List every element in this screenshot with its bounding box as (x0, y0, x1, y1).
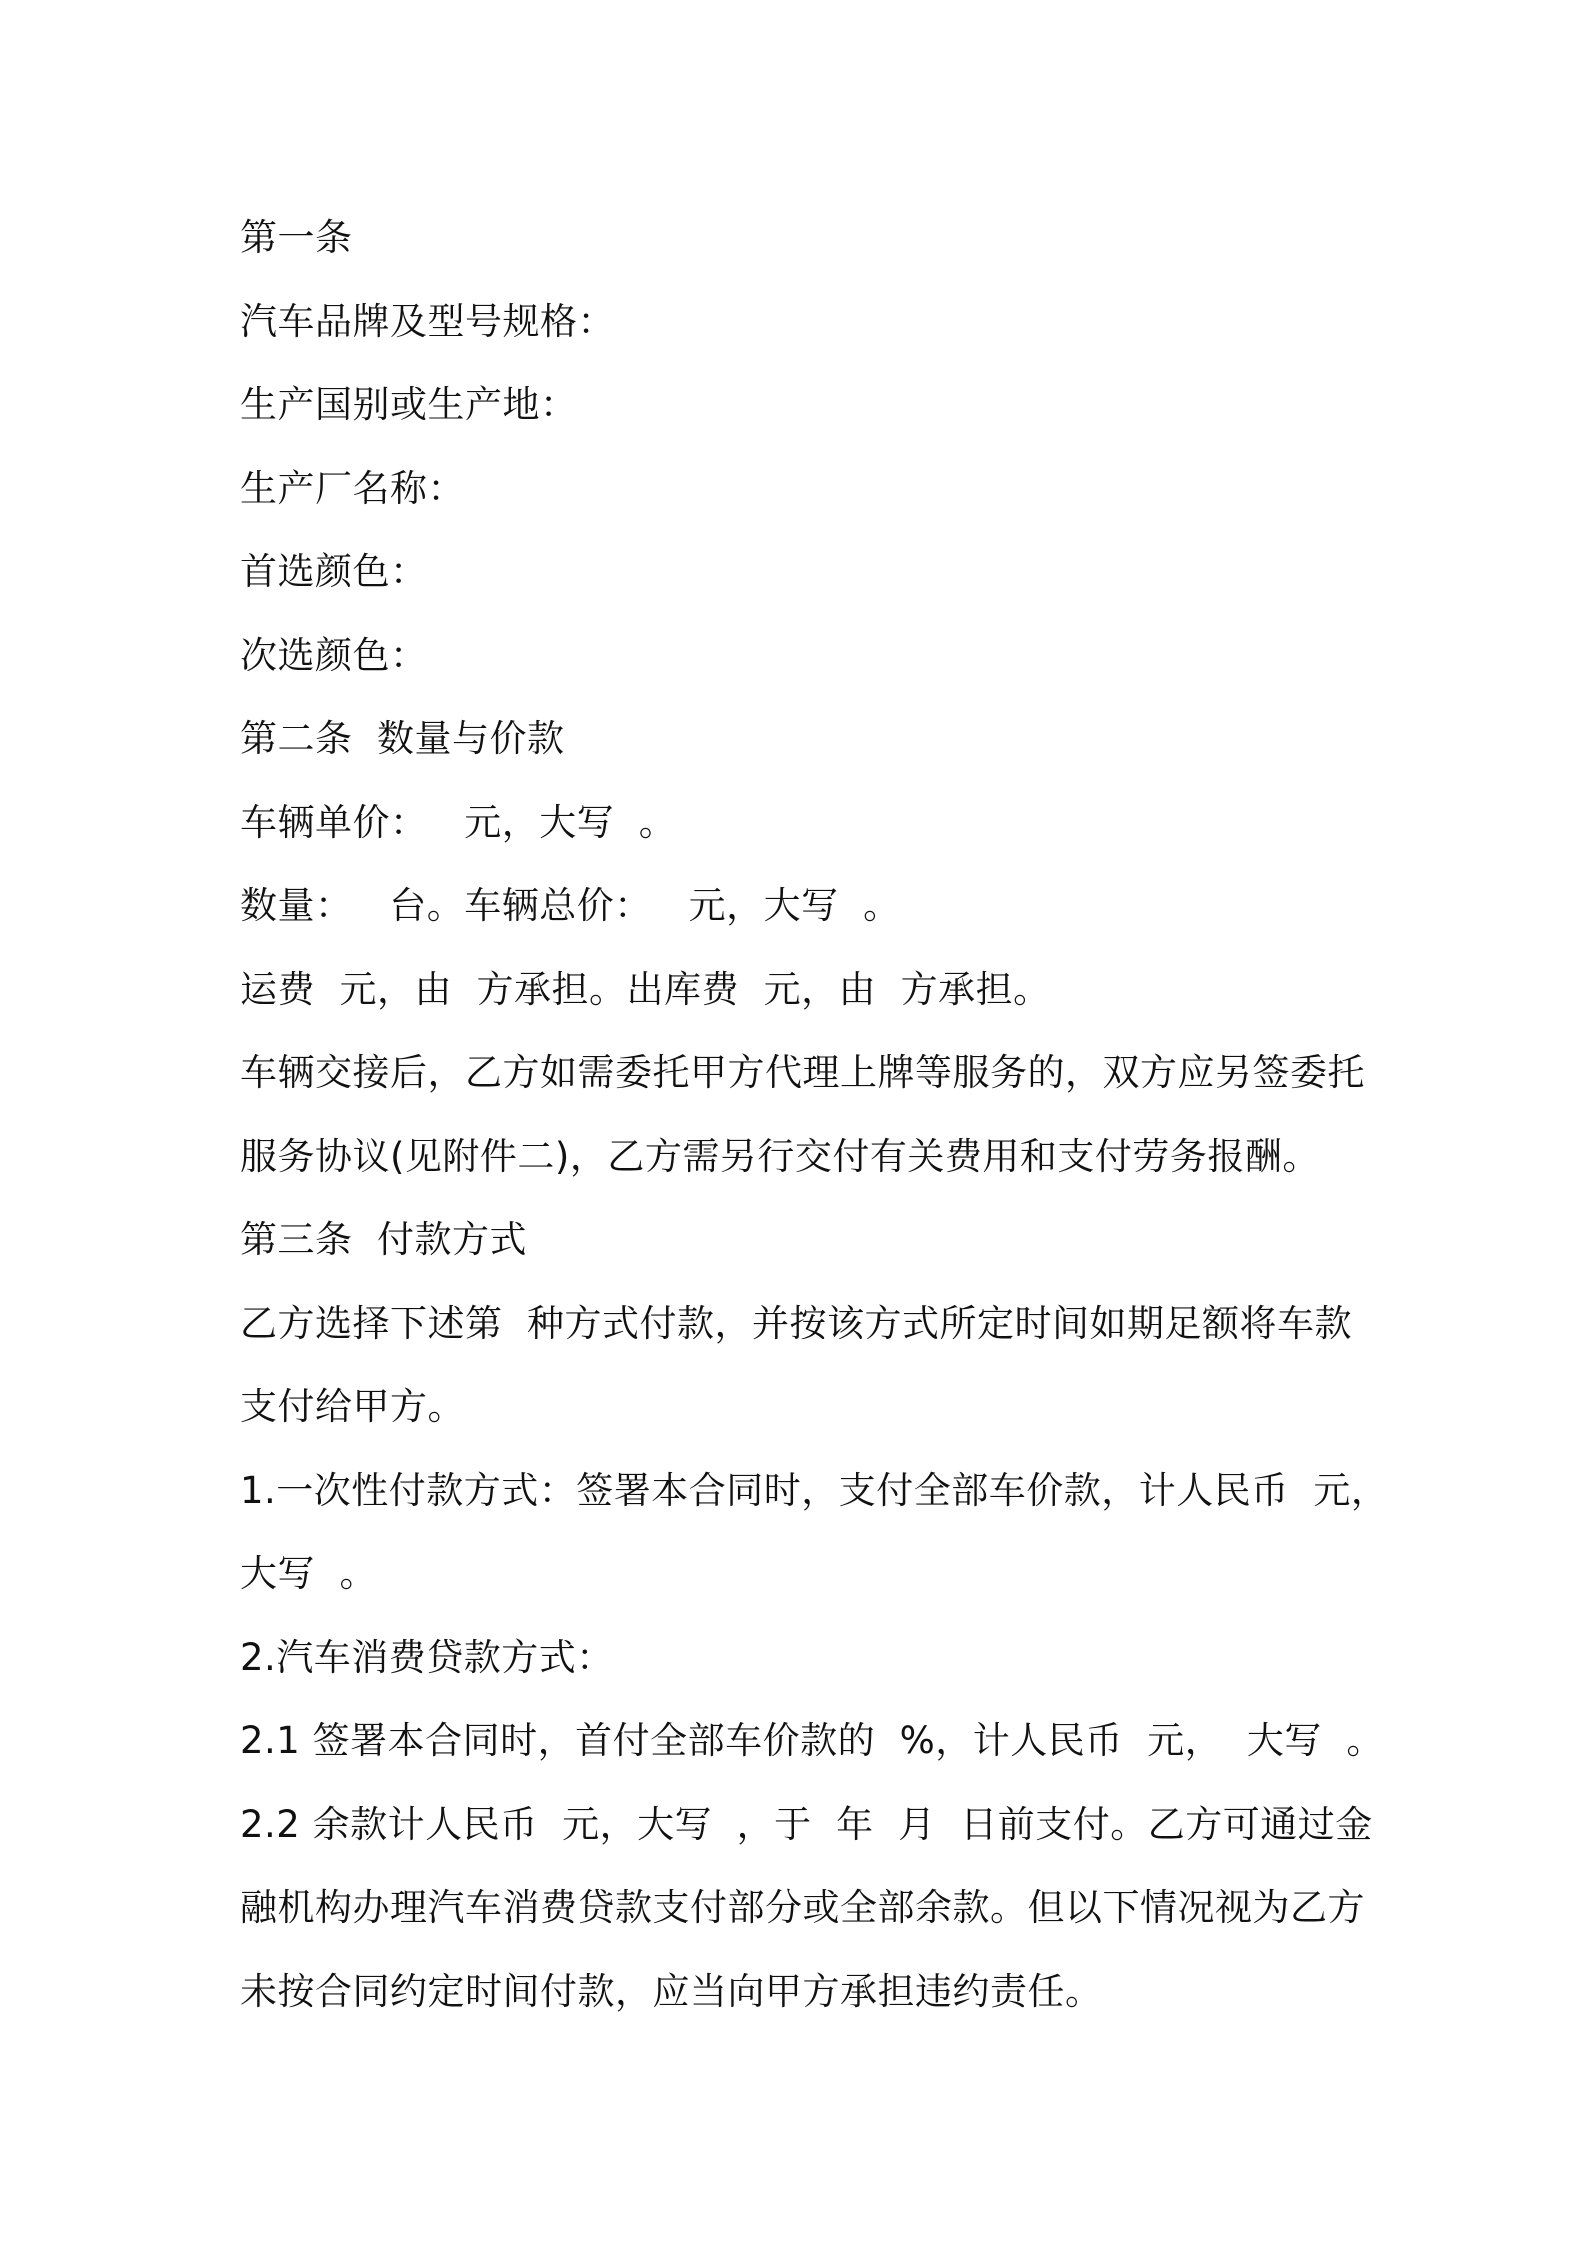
agency-service-paragraph: 服务协议(见附件二)，乙方需另行交付有关费用和支付劳务报酬。 (240, 1134, 1320, 1178)
manufacturer-name-field: 生产厂名称： (240, 466, 465, 510)
primary-color-field: 首选颜色： (240, 550, 428, 593)
down-payment-clause: 2.1 签署本合同时，首付全部车价款的 %，计人民币 元， 大写 。 (240, 1719, 1384, 1762)
country-of-origin-field: 生产国别或生产地： (240, 383, 578, 426)
agency-service-paragraph: 车辆交接后，乙方如需委托甲方代理上牌等服务的，双方应另签委托 (240, 1051, 1365, 1094)
balance-payment-clause: 2.2 余款计人民币 元，大写 ，于 年 月 日前支付。乙方可通过金 (240, 1802, 1373, 1846)
lump-sum-payment-clause: 1.一次性付款方式：签署本合同时，支付全部车价款，计人民币 元， (240, 1468, 1389, 1512)
car-brand-model-field: 汽车品牌及型号规格： (240, 299, 615, 343)
document-body (240, 196, 1389, 2033)
unit-price-line: 车辆单价： 元，大写 。 (240, 800, 677, 844)
article-2-heading: 第二条 数量与价款 (240, 717, 565, 760)
freight-fee-line: 运费 元，由 方承担。出库费 元，由 方承担。 (240, 967, 1051, 1011)
balance-payment-clause: 融机构办理汽车消费贷款支付部分或全部余款。但以下情况视为乙方 (240, 1886, 1365, 1929)
balance-payment-clause: 未按合同约定时间付款，应当向甲方承担违约责任。 (240, 1969, 1103, 2013)
consumer-loan-heading: 2.汽车消费贷款方式： (240, 1635, 614, 1679)
payment-choice-paragraph: 支付给甲方。 (240, 1385, 465, 1428)
lump-sum-payment-clause: 大写 。 (240, 1552, 378, 1595)
article-3-heading: 第三条 付款方式 (240, 1218, 528, 1261)
payment-choice-paragraph: 乙方选择下述第 种方式付款，并按该方式所定时间如期足额将车款 (240, 1301, 1353, 1345)
secondary-color-field: 次选颜色： (240, 633, 428, 677)
quantity-total-price-line: 数量： 台。车辆总价： 元，大写 。 (240, 884, 901, 927)
article-1-heading: 第一条 (240, 216, 353, 259)
